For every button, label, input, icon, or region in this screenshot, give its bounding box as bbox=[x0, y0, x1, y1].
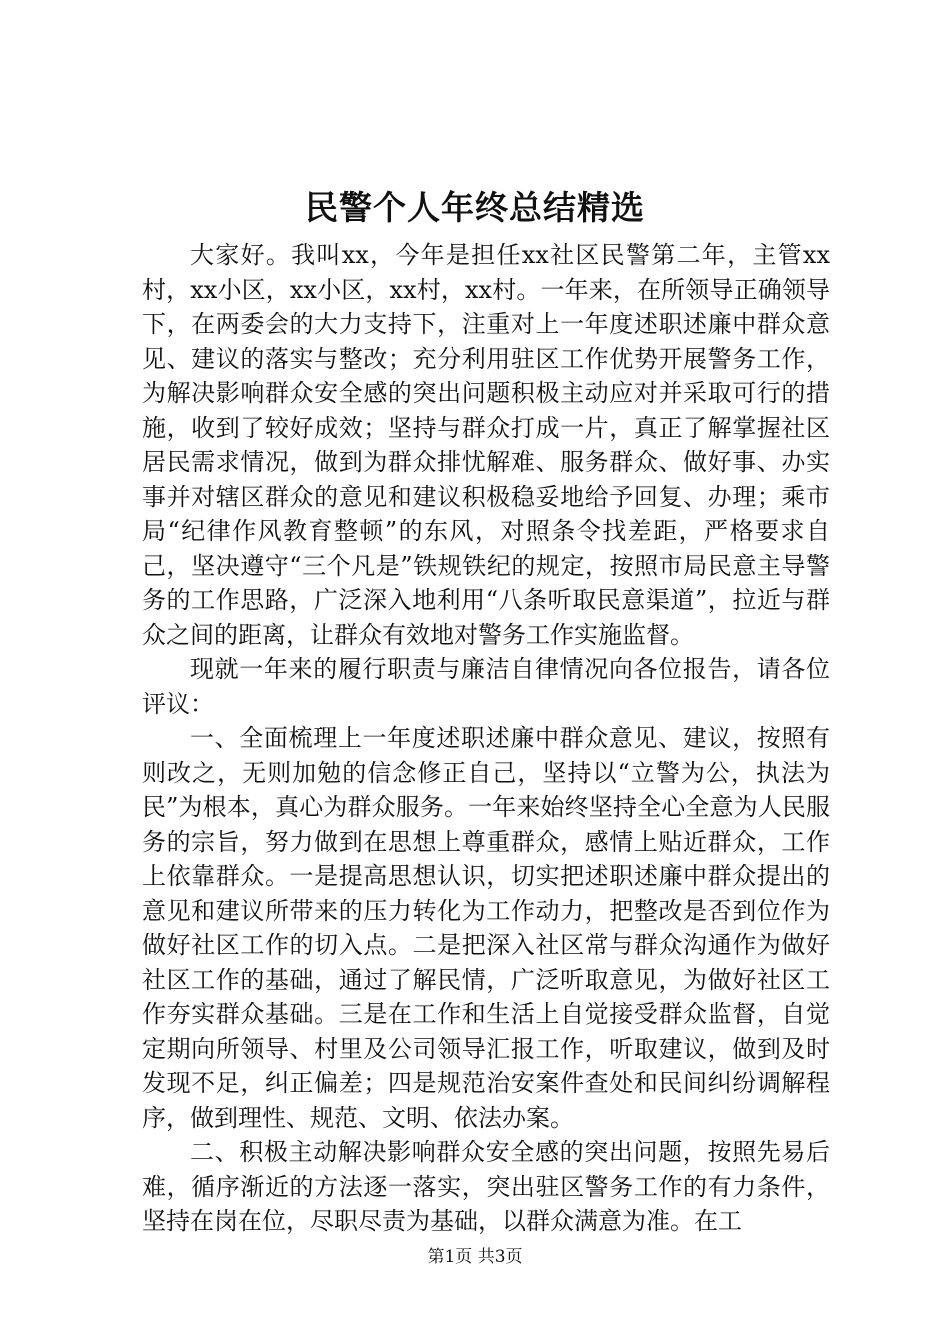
document-body bbox=[142, 238, 830, 1239]
paragraph-section-one: 一、全面梳理上一年度述职述廉中群众意见、建议，按照有则改之，无则加勉的信念修正自己，坚持以“立警为公，执法为民”为根本，真心为群众服务。一年来始终坚持全心全意为人民服务的宗旨，努力做到在思想上尊重群众，感情上贴近群众，工作上依靠群众。一是提高思想认识，切实把述职述廉中群众提出的意见和建议所带来的压力转化为工作动力，把整改是否到位作为做好社区工作的切入点。二是把深入社区常与群众沟通作为做好社区工作的基础，通过了解民情，广泛听取意见，为做好社区工作夯实群众基础。三是在工作和生活上自觉接受群众监督，自觉定期向所领导、村里及公司领导汇报工作，听取建议，做到及时发现不足，纠正偏差；四是规范治安案件查处和民间纠纷调解程序，做到理性、规范、文明、依法办案。 bbox=[142, 724, 830, 1132]
document-title: 民警个人年终总结精选 bbox=[305, 188, 645, 227]
paragraph-report: 现就一年来的履行职责与廉洁自律情况向各位报告，请各位评议： bbox=[142, 655, 830, 718]
page-total: 共3页 bbox=[477, 1247, 523, 1267]
page-footer bbox=[0, 1245, 950, 1269]
page-number: 第1页 bbox=[427, 1247, 473, 1267]
paragraph-section-two: 二、积极主动解决影响群众安全感的突出问题，按照先易后难，循序渐近的方法逐一落实，突出驻区警务工作的有力条件，坚持在岗在位，尽职尽责为基础，以群众满意为准。在工 bbox=[142, 1138, 830, 1235]
paragraph-intro: 大家好。我叫xx，今年是担任xx社区民警第二年，主管xx村，xx小区，xx小区，xx村，xx村。一年来，在所领导正确领导下，在两委会的大力支持下，注重对上一年度述职述廉中群众意见、建议的落实与整改；充分利用驻区工作优势开展警务工作，为解决影响群众安全感的突出问题积极主动应对并采取可行的措施，收到了较好成效；坚持与群众打成一片，真正了解掌握社区居民需求情况，做到为群众排忧解难、服务群众、做好事、办实事并对辖区群众的意见和建议积极稳妥地给予回复、办理；乘市局“纪律作风教育整顿”的东风，对照条令找差距，严格要求自己，坚决遵守“三个凡是”铁规铁纪的规定，按照市局民意主导警务的工作思路，广泛深入地利用“八条听取民意渠道”，拉近与群众之间的距离，让群众有效地对警务工作实施监督。 bbox=[142, 241, 830, 649]
